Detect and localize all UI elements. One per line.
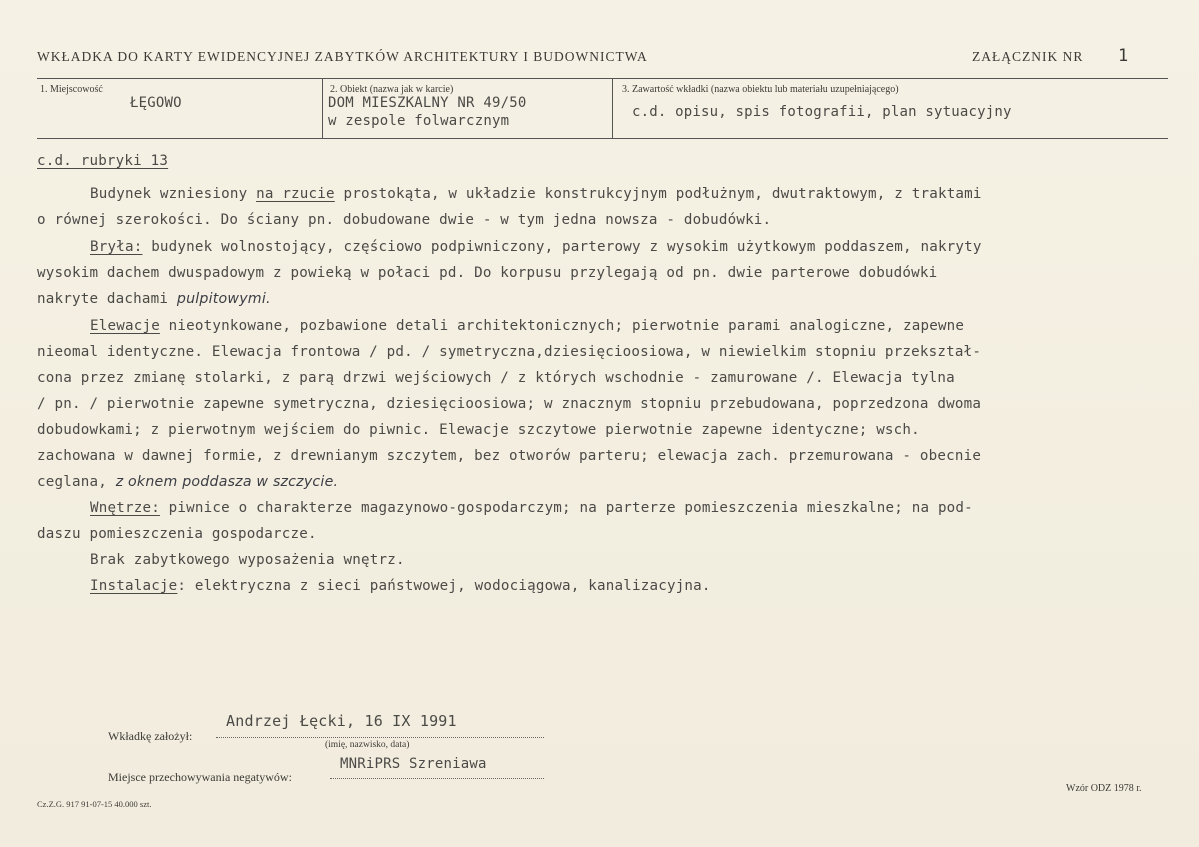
body-line <box>37 265 937 281</box>
contents-value: c.d. opisu, spis fotografii, plan sytuacyjny <box>632 104 1012 120</box>
form-version: Wzór ODZ 1978 r. <box>1066 783 1142 794</box>
text-span: dobudowkami; z pierwotnym wejściem do piwnic. Elewacje szczytowe pierwotnie zapewne identyczne; wsch. <box>37 422 920 438</box>
created-by-label: Wkładkę założył: <box>108 729 193 743</box>
table-divider-2 <box>612 78 613 138</box>
text-span: wysokim dachem dwuspadowym z powieką w połaci pd. Do korpusu przylegają od pn. dwie parterowe dobudówki <box>37 265 938 281</box>
underlined-term: Wnętrze: <box>90 500 160 516</box>
table-bottom-border <box>37 138 1168 139</box>
created-by-value: Andrzej Łęcki, 16 IX 1991 <box>226 712 457 730</box>
object-value-line1: DOM MIESZKALNY NR 49/50 <box>328 95 527 111</box>
text-span: nieomal identyczne. Elewacja frontowa / pd. / symetryczna,dziesięcioosiowa, w niewielkim stopniu przekształ- <box>37 344 982 360</box>
text-span: Brak zabytkowego wyposażenia wnętrz. <box>90 552 405 568</box>
body-line <box>90 186 982 202</box>
text-span: zachowana w dawnej formie, z drewnianym szczytem, bez otworów parteru; elewacja zach. przemurowana - obecnie <box>37 448 982 464</box>
table-divider-1 <box>322 78 323 138</box>
negatives-line <box>330 778 544 779</box>
negatives-label: Miejsce przechowywania negatywów: <box>108 770 292 784</box>
underlined-term: Instalacje <box>90 578 178 594</box>
body-line <box>37 212 771 228</box>
text-span: budynek wolnostojący, częściowo podpiwniczony, parterowy z wysokim użytkowym poddaszem, nakryty <box>142 239 982 255</box>
attachment-number: 1 <box>1118 46 1129 66</box>
body-line <box>37 370 955 386</box>
body-line <box>37 474 338 490</box>
body-line <box>90 552 405 568</box>
body-line <box>37 422 920 438</box>
text-span: Budynek wzniesiony <box>90 186 257 202</box>
underlined-term: Bryła: <box>90 239 143 255</box>
text-span: prostokąta, w układzie konstrukcyjnym podłużnym, dwutraktowym, z traktami <box>334 186 982 202</box>
print-code: Cz.Z.G. 917 91-07-15 40.000 szt. <box>37 799 152 809</box>
body-line <box>37 291 271 307</box>
text-span: o równej szerokości. Do ściany pn. dobudowane dwie - w tym jedna nowsza - dobudówki. <box>37 212 772 228</box>
handwritten-insert: z oknem poddasza w szczycie. <box>115 474 339 490</box>
body-line <box>37 396 981 412</box>
created-by-hint: (imię, nazwisko, data) <box>325 740 410 750</box>
text-span: daszu pomieszczenia gospodarcze. <box>37 526 317 542</box>
text-span: ceglana, <box>37 474 116 490</box>
text-span: / pn. / pierwotnie zapewne symetryczna, dziesięcioosiowa; w znacznym stopniu przebudowana, poprzedzona dwoma <box>37 396 982 412</box>
body-line <box>90 318 964 334</box>
locality-label: 1. Miejscowość <box>40 84 103 95</box>
underlined-term: na rzucie <box>256 186 335 202</box>
table-top-border <box>37 78 1168 79</box>
body-line <box>37 448 981 464</box>
section-heading: c.d. rubryki 13 <box>37 153 169 169</box>
object-value-line2: w zespole folwarcznym <box>328 113 510 129</box>
text-span: piwnice o charakterze magazynowo-gospodarczym; na parterze pomieszczenia mieszkalne; na pod- <box>159 500 973 516</box>
text-span: nieotynkowane, pozbawione detali architektonicznych; pierwotnie parami analogiczne, zapewne <box>159 318 965 334</box>
text-span: nakryte dachami <box>37 291 177 307</box>
text-span: cona przez zmianę stolarki, z parą drzwi wejściowych / z których wschodnie - zamurowane /. Elewacja tylna <box>37 370 955 386</box>
attachment-label: ZAŁĄCZNIK NR <box>972 49 1084 64</box>
body-line <box>37 344 981 360</box>
document-title: WKŁADKA DO KARTY EWIDENCYJNEJ ZABYTKÓW ARCHITEKTURY I BUDOWNICTWA <box>37 49 648 64</box>
text-span: : elektryczna z sieci państwowej, wodociągowa, kanalizacyjna. <box>177 578 711 594</box>
negatives-value: MNRiPRS Szreniawa <box>340 756 487 772</box>
handwritten-insert: pulpitowymi. <box>176 291 271 307</box>
contents-label: 3. Zawartość wkładki (nazwa obiektu lub materiału uzupełniającego) <box>622 84 899 95</box>
body-line <box>90 239 982 255</box>
created-by-line <box>216 737 544 738</box>
object-label: 2. Obiekt (nazwa jak w karcie) <box>330 84 454 95</box>
body-line <box>90 578 711 594</box>
body-line <box>37 526 317 542</box>
locality-value: ŁĘGOWO <box>130 95 182 111</box>
underlined-term: Elewacje <box>90 318 160 334</box>
body-line <box>90 500 973 516</box>
